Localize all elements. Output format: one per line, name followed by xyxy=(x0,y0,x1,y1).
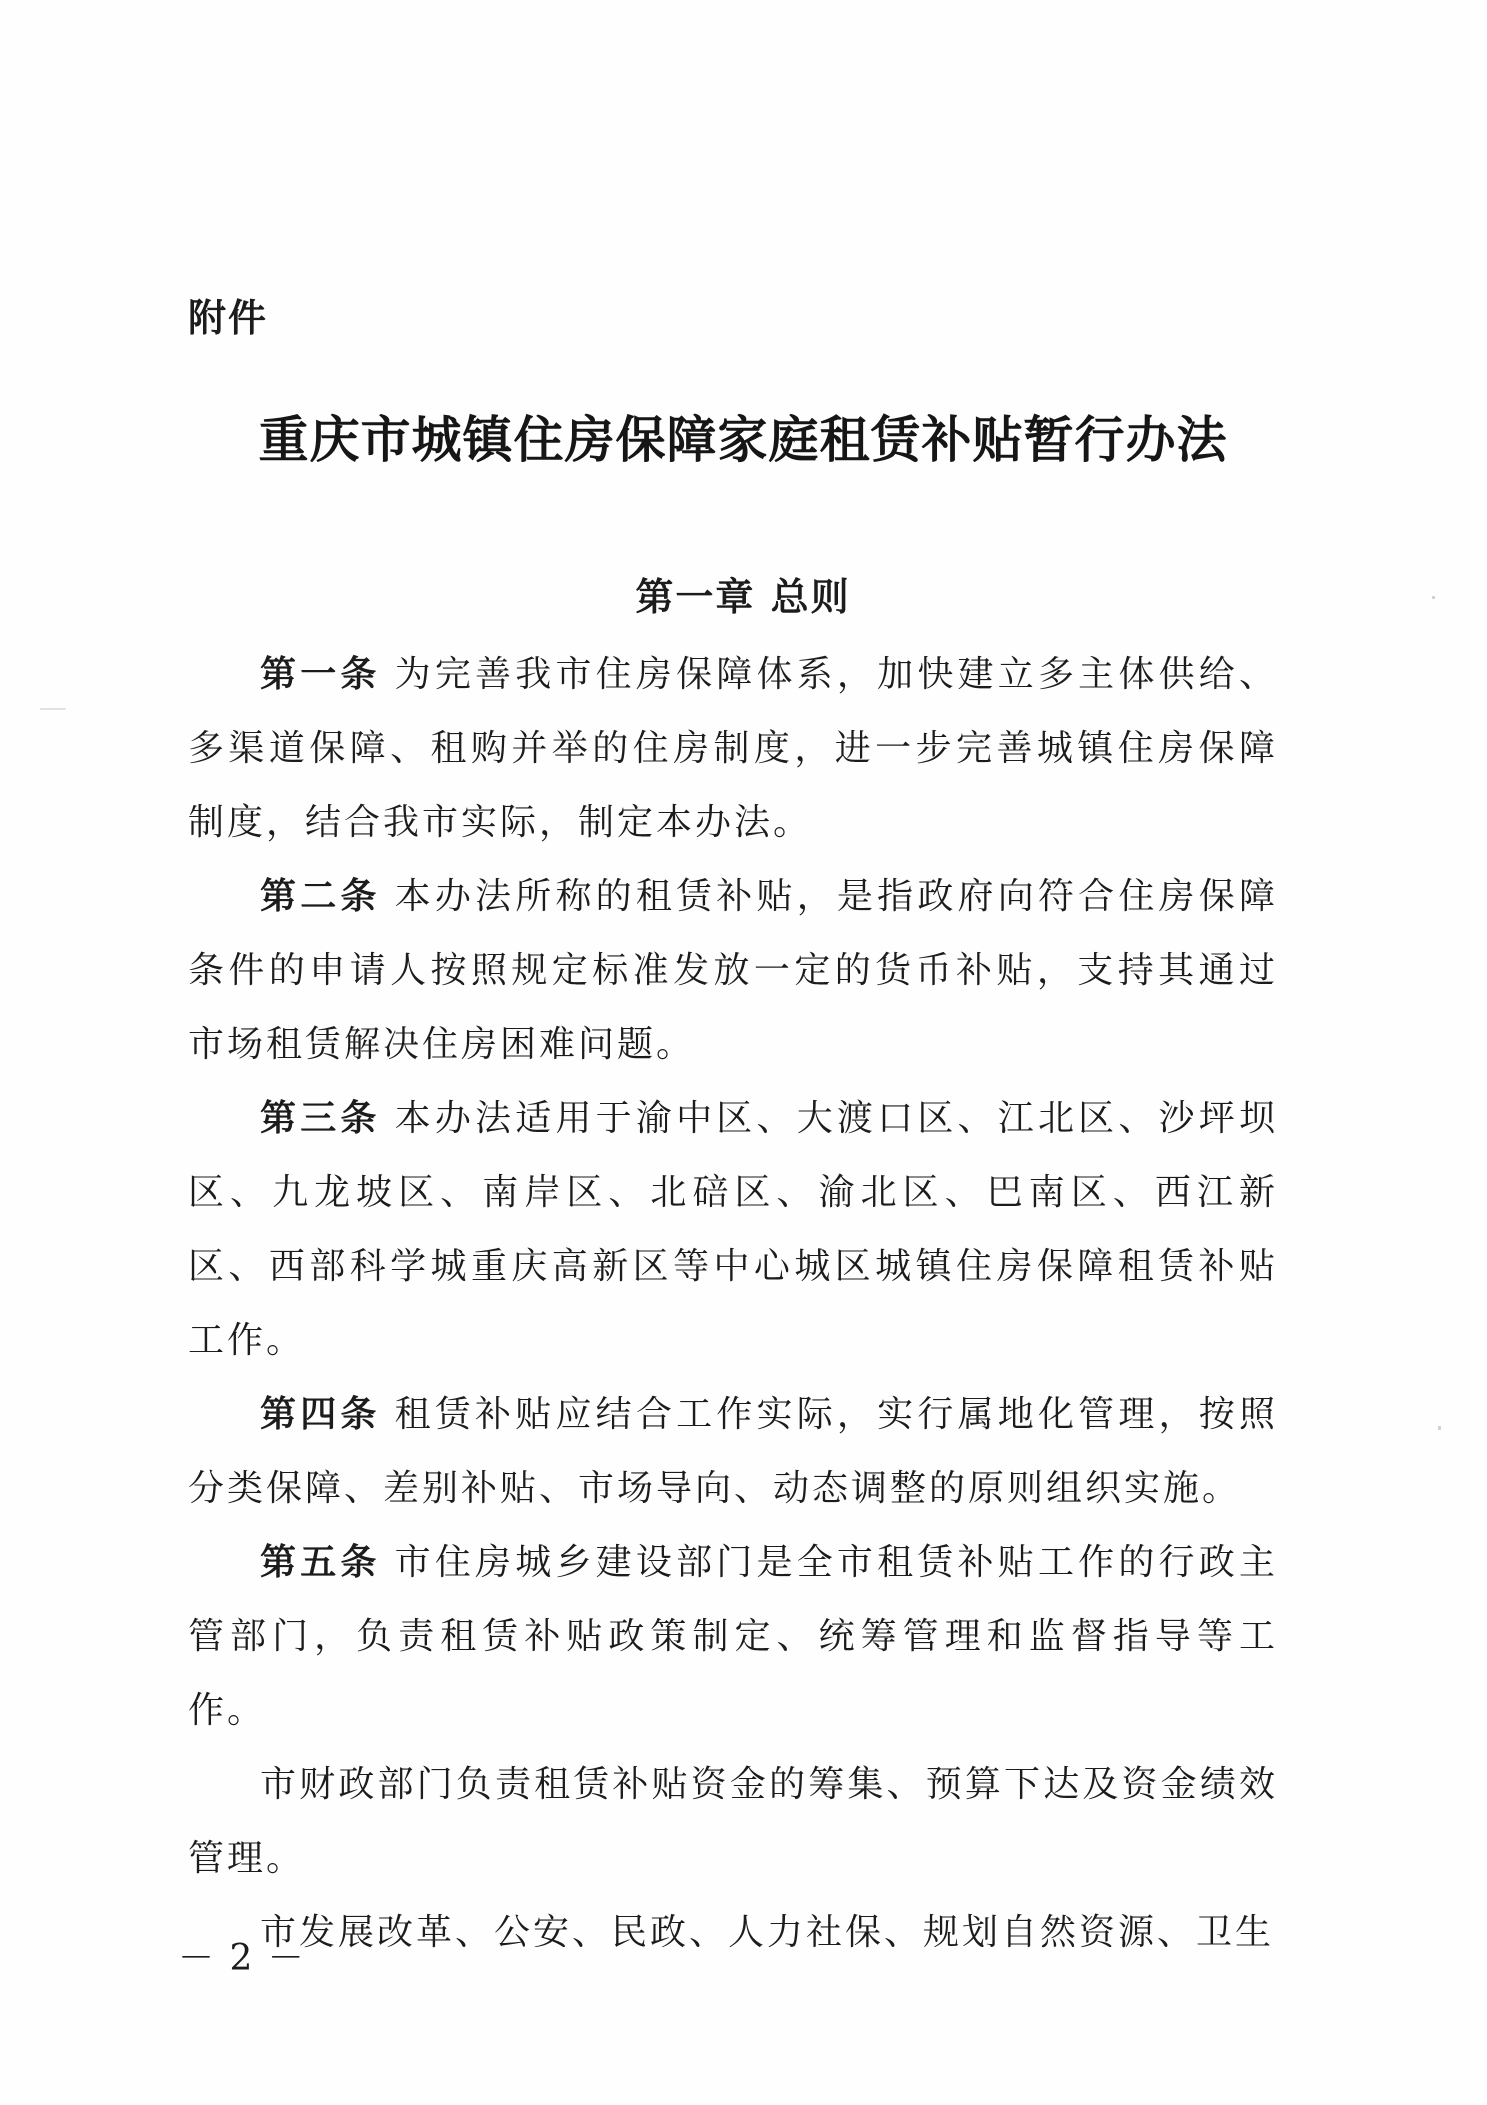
scan-speck xyxy=(1438,1426,1441,1430)
scan-speck xyxy=(1432,596,1435,599)
article-number: 第一条 xyxy=(260,654,381,695)
chapter-heading: 第一章 总则 xyxy=(635,575,851,619)
paragraph-article-1 xyxy=(188,638,1278,860)
paragraph-article-2 xyxy=(188,860,1278,1082)
document-title: 重庆市城镇住房保障家庭租赁补贴暂行办法 xyxy=(258,410,1228,469)
paragraph-text: 本办法适用于渝中区、大渡口区、江北区、沙坪坝区、九龙坡区、南岸区、北碚区、渝北区、巴南区、西江新区、西部科学城重庆高新区等中心城区城镇住房保障租赁补贴工作。 xyxy=(188,1098,1278,1361)
article-number: 第四条 xyxy=(260,1394,381,1435)
paragraph-text: 为完善我市住房保障体系，加快建立多主体供给、多渠道保障、租购并举的住房制度，进一步完善城镇住房保障制度，结合我市实际，制定本办法。 xyxy=(188,654,1278,843)
paragraph-text: 市发展改革、公安、民政、人力社保、规划自然资源、卫生 xyxy=(260,1912,1275,1953)
article-number: 第三条 xyxy=(260,1098,381,1139)
paragraph-article-4 xyxy=(188,1378,1278,1526)
paragraph-text: 市住房城乡建设部门是全市租赁补贴工作的行政主管部门，负责租赁补贴政策制定、统筹管理和监督指导等工作。 xyxy=(188,1542,1278,1731)
paragraph-text: 市财政部门负责租赁补贴资金的筹集、预算下达及资金绩效管理。 xyxy=(188,1764,1278,1879)
paragraph-text: 租赁补贴应结合工作实际，实行属地化管理，按照分类保障、差别补贴、市场导向、动态调整的原则组织实施。 xyxy=(188,1394,1278,1509)
paragraph-other-depts xyxy=(188,1896,1278,1970)
attachment-label: 附件 xyxy=(188,296,269,340)
page-number: － 2 － xyxy=(178,1938,306,1979)
paragraph-article-5 xyxy=(188,1526,1278,1748)
paragraph-finance-dept xyxy=(188,1748,1278,1896)
scan-speck xyxy=(40,708,66,710)
paragraph-article-3 xyxy=(188,1082,1278,1378)
article-number: 第五条 xyxy=(260,1542,381,1583)
body-text xyxy=(188,638,1278,1970)
article-number: 第二条 xyxy=(260,876,381,917)
paragraph-text: 本办法所称的租赁补贴，是指政府向符合住房保障条件的申请人按照规定标准发放一定的货币补贴，支持其通过市场租赁解决住房困难问题。 xyxy=(188,876,1278,1065)
